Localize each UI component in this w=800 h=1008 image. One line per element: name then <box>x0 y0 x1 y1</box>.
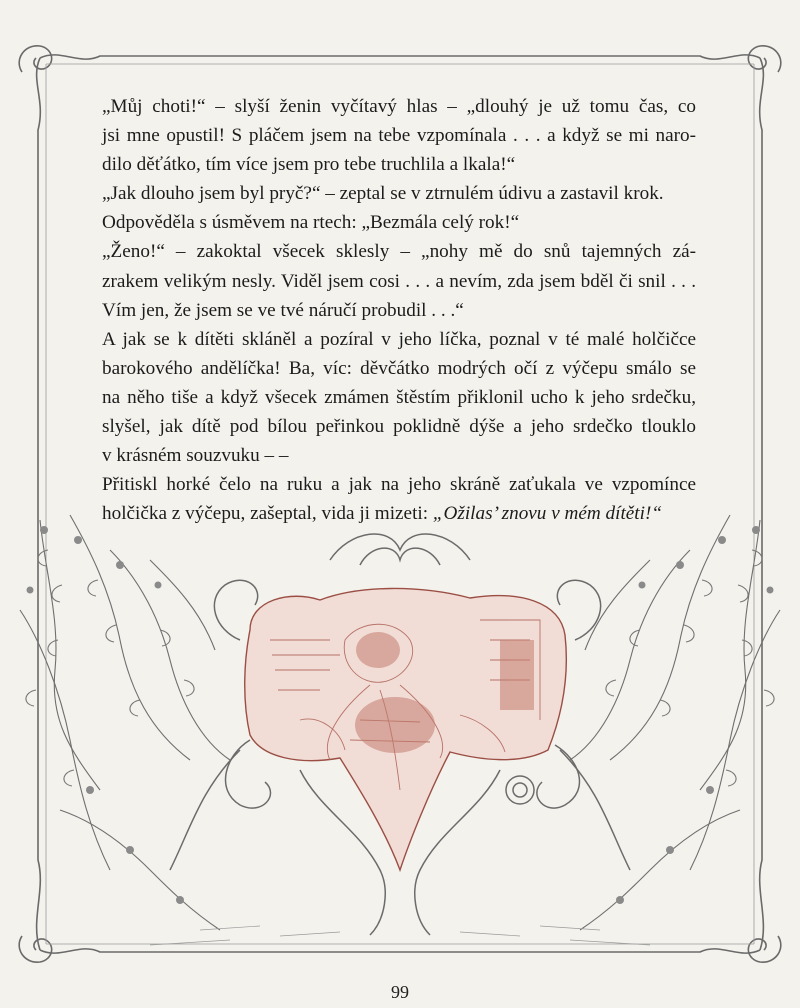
closing-quote: „Ožilas’ znovu v mém dítěti!“ <box>432 503 663 525</box>
paragraph-5 <box>102 325 696 470</box>
text-line: Odpověděla s úsměvem na rtech: „Bezmála celý rok!“ <box>102 212 520 234</box>
text-line: dilo děťátko, tím více jsem pro tebe truchlila a lkala!“ <box>102 154 516 176</box>
paragraph-2 <box>102 179 696 208</box>
cartouche-scene <box>245 588 567 870</box>
text-line: v krásném souzvuku – – <box>102 445 289 467</box>
text-line: slyšel, jak dítě pod bílou peřinkou poklidně dýše a jeho srdečko tlouklo <box>102 416 696 438</box>
text-line: Vím jen, že jsem se ve tvé náručí probudil . . .“ <box>102 299 464 321</box>
ground-hatching <box>150 926 650 945</box>
paragraph-3 <box>102 208 696 237</box>
paragraph-4 <box>102 237 696 324</box>
text-line: zrakem velikým nesly. Viděl jsem cosi . . . a nevím, zda jsem bděl či snil . . . <box>102 270 696 292</box>
text-line: „Můj choti!“ – slyší ženin vyčítavý hlas – „dlouhý je už tomu čas, co <box>102 96 696 117</box>
story-text <box>102 92 696 528</box>
text-line: na něho tiše a když všecek zmámen štěstím přiklonil ucho k jeho srdečku, <box>102 386 696 408</box>
page-number: 99 <box>391 982 409 1002</box>
text-line: „Jak dlouho jsem byl pryč?“ – zeptal se v ztrnulém údivu a zastavil krok. <box>102 183 664 205</box>
text-line: barokového andělíčka! Ba, víc: děvčátko modrých očí z výčepu smálo se <box>102 357 696 379</box>
left-floral-garland <box>20 515 230 930</box>
text-line: jsi mne opustil! S pláčem jsem na tebe vzpomínala . . . a když se mi naro- <box>102 125 696 147</box>
text-line: „Ženo!“ – zakoktal všecek sklesly – „nohy mě do snů tajemných zá- <box>102 241 696 263</box>
right-floral-garland <box>570 515 780 930</box>
text-line: Přitiskl horké čelo na ruku a jak na jeho skráně zaťukala ve vzpomínce <box>102 474 696 496</box>
text-line-start: holčička z výčepu, zašeptal, vida ji mizeti: <box>102 503 433 525</box>
text-line: A jak se k dítěti skláněl a pozíral v jeho líčka, poznal v té malé holčičce <box>102 328 696 350</box>
paragraph-1 <box>102 92 696 179</box>
vignette-illustration <box>0 490 800 960</box>
